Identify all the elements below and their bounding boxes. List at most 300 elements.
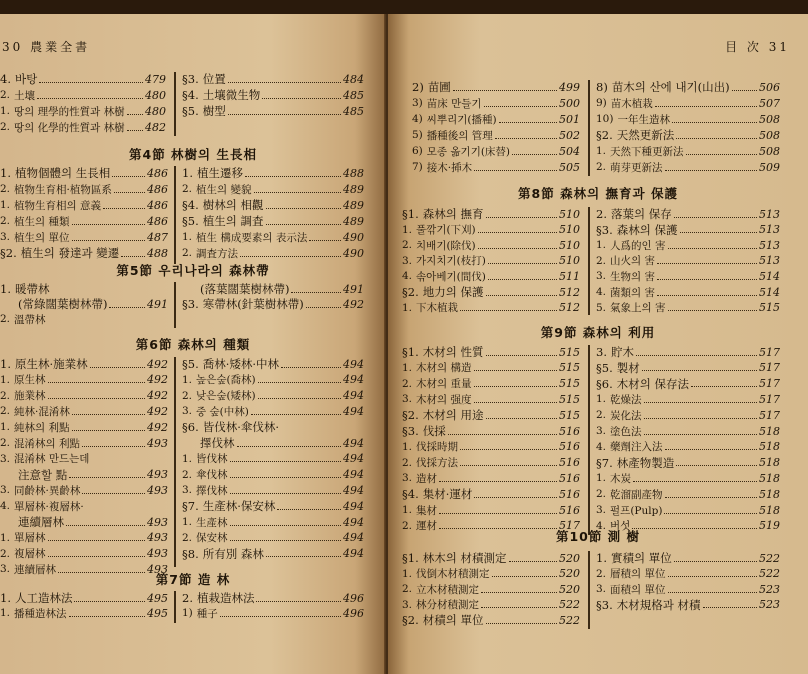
- toc-entry: [182, 214, 364, 228]
- toc-entry-page: 501: [559, 112, 580, 126]
- divider: [174, 282, 176, 328]
- toc-entry-title: 伐採時期: [416, 441, 459, 454]
- toc-entry-title: 木材의 强度: [416, 393, 472, 406]
- toc-entry-title: 山火의 害: [610, 255, 656, 268]
- toc-entry: [596, 598, 780, 612]
- toc-entry: [0, 468, 168, 482]
- toc-entry-page: 518: [759, 471, 780, 485]
- toc-entry-title: 暖帶林: [14, 282, 50, 296]
- dot-leader: [665, 170, 757, 171]
- toc-entry-number: §7.: [596, 455, 613, 470]
- toc-entry: [402, 440, 580, 454]
- toc-entry-number: 2.: [0, 183, 11, 195]
- section-title-10: 第10節 測 樹: [555, 529, 641, 544]
- toc-entry-number: 3.: [182, 405, 193, 418]
- toc-entry: [402, 551, 580, 565]
- toc-entry: [182, 72, 364, 86]
- toc-entry: [402, 503, 580, 517]
- toc-entry-title: 植物個體의 生長相: [14, 166, 111, 180]
- toc-entry-page: 516: [559, 503, 580, 517]
- dot-leader: [486, 623, 558, 624]
- dot-leader: [644, 434, 757, 435]
- dot-leader: [256, 601, 341, 602]
- toc-entry-title: 乾溜副產物: [610, 488, 663, 501]
- toc-entry-number: 1.: [596, 472, 607, 485]
- toc-entry-number: §6.: [182, 420, 199, 435]
- dot-leader: [732, 90, 757, 91]
- toc-entry-number: 3.: [0, 452, 11, 465]
- toc-entry-number: §1.: [402, 551, 419, 565]
- toc-entry-page: 489: [343, 214, 364, 228]
- toc-entry-title: 位置: [202, 72, 226, 86]
- toc-entry-page: 479: [145, 72, 166, 86]
- toc-entry-number: 1.: [0, 531, 11, 544]
- toc-entry-title: 森林의 保護: [616, 222, 678, 237]
- dot-leader: [644, 418, 757, 419]
- toc-entry: [0, 120, 166, 134]
- toc-entry-title: 木材規格과 材積: [616, 597, 701, 612]
- toc-entry: [0, 166, 168, 180]
- toc-entry: [402, 223, 580, 237]
- toc-entry-number: 3.: [402, 472, 413, 485]
- toc-entry-number: 1.: [596, 145, 607, 157]
- toc-entry-page: 485: [343, 104, 364, 118]
- toc-entry-page: 493: [147, 547, 168, 561]
- toc-entry-number: §2.: [402, 408, 419, 423]
- toc-entry-title: 混淆林의 利點: [14, 437, 81, 450]
- toc-entry-page: 515: [559, 345, 580, 359]
- dot-leader: [258, 398, 341, 399]
- toc-entry-title: 樹型: [202, 104, 226, 118]
- dot-leader: [114, 192, 145, 193]
- dot-leader: [251, 414, 341, 415]
- dot-leader: [228, 82, 341, 83]
- toc-entry: [0, 312, 168, 326]
- toc-entry: [596, 160, 780, 174]
- toc-entry-number: 2.: [182, 183, 193, 195]
- toc-entry-number: 1.: [402, 301, 413, 314]
- toc-entry: [596, 487, 780, 501]
- toc-entry-title: 同齡林·異齡林: [14, 484, 81, 497]
- dot-leader: [481, 592, 557, 593]
- toc-entry: [596, 80, 780, 94]
- toc-entry: [596, 223, 780, 237]
- dot-leader: [230, 477, 341, 478]
- toc-entry-number: 3.: [0, 484, 11, 497]
- section-title-4: 第4節 林樹의 生長相: [129, 147, 257, 162]
- toc-entry-title: 苗圃: [427, 80, 451, 94]
- toc-entry: [596, 424, 780, 438]
- toc-entry-number: 9): [596, 97, 607, 109]
- dot-leader: [499, 122, 557, 123]
- dot-leader: [103, 208, 145, 209]
- dot-leader: [69, 616, 145, 617]
- toc-entry: [402, 408, 580, 422]
- toc-entry-title: 땅의 理學的性質과 林樹: [14, 105, 125, 118]
- toc-entry-title: 傘伐林: [196, 469, 228, 482]
- toc-entry-title: 씨뿌리기(播種): [426, 113, 497, 126]
- toc-entry-page: 505: [559, 160, 580, 174]
- toc-entry-number: 3.: [402, 393, 413, 406]
- toc-entry-number: 2.: [596, 567, 607, 580]
- toc-entry-title: 땅의 化學的性質과 林樹: [14, 121, 125, 134]
- dot-leader: [674, 561, 757, 562]
- dot-leader: [474, 402, 557, 403]
- toc-entry-title: 調査方法: [196, 247, 239, 260]
- toc-entry-title: 낮은숲(矮林): [196, 390, 256, 403]
- toc-entry-number: 2.: [182, 247, 193, 259]
- toc-entry-title: 炭化法: [610, 409, 642, 422]
- toc-entry: [0, 182, 168, 196]
- toc-entry: [182, 531, 364, 545]
- toc-entry-page: 522: [559, 598, 580, 612]
- toc-entry-number: 2.: [596, 254, 607, 267]
- dot-leader: [492, 576, 557, 577]
- toc-entry-title: 原生林·施業林: [14, 357, 88, 371]
- toc-entry-page: 512: [559, 301, 580, 315]
- toc-entry-number: 4.: [402, 270, 413, 283]
- toc-entry-title: 接木·揷木: [426, 161, 473, 174]
- toc-entry-page: 520: [559, 582, 580, 596]
- divider: [588, 345, 590, 535]
- toc-entry-page: 508: [759, 144, 780, 158]
- dot-leader: [657, 295, 757, 296]
- toc-entry-title: 純林·混淆林: [14, 405, 70, 418]
- toc-entry-title: 植生의 種類: [14, 215, 70, 228]
- toc-entry: [182, 198, 364, 212]
- toc-entry-page: 493: [147, 531, 168, 545]
- toc-entry-title: 生物의 害: [610, 270, 656, 283]
- dot-leader: [230, 540, 341, 541]
- dot-leader: [306, 307, 341, 308]
- toc-entry-number: 3.: [596, 425, 607, 437]
- toc-entry-title: 喬林·矮林·中林: [202, 357, 280, 371]
- toc-entry-page: 514: [759, 285, 780, 299]
- toc-entry-page: 517: [559, 519, 580, 533]
- toc-entry-title: 植生 構成要素의 表示法: [196, 231, 308, 244]
- toc-entry: [402, 254, 580, 268]
- toc-entry-title: 天然下種更新法: [610, 145, 684, 158]
- toc-entry-number: §3.: [182, 72, 199, 86]
- toc-entry-number: 4): [412, 113, 423, 125]
- toc-entry-title: 層積의 單位: [610, 568, 666, 581]
- toc-entry-number: §5.: [596, 360, 613, 375]
- toc-entry: [596, 345, 780, 359]
- toc-entry-page: 494: [343, 436, 364, 450]
- toc-entry-number: §4.: [182, 198, 199, 212]
- toc-entry-title: 藥劑注入法: [610, 441, 663, 454]
- toc-entry: [182, 404, 364, 418]
- toc-entry-page: 495: [147, 606, 168, 620]
- toc-entry-number: 3.: [596, 583, 607, 596]
- toc-entry-title: 落葉의 保存: [610, 207, 672, 221]
- toc-entry-number: 3.: [596, 504, 607, 516]
- toc-entry: [0, 104, 166, 118]
- toc-entry-page: 491: [343, 282, 364, 296]
- toc-entry-title: 伐採方法: [416, 457, 459, 470]
- toc-entry-page: 522: [759, 551, 780, 565]
- toc-entry-number: 1.: [182, 516, 193, 528]
- dot-leader: [672, 122, 757, 123]
- toc-entry-page: 486: [147, 166, 168, 180]
- toc-entry-title: 原生林: [14, 374, 46, 387]
- toc-entry-title: 木材의 保存法: [616, 376, 689, 391]
- dot-leader: [74, 601, 145, 602]
- toc-entry-number: 1.: [596, 239, 607, 252]
- toc-entry-page: 517: [759, 345, 780, 359]
- toc-entry-number: §3.: [182, 297, 199, 311]
- toc-entry-title: 皆伐林·傘伐林·: [202, 420, 280, 435]
- toc-entry-title: 一年生造林: [617, 113, 670, 126]
- toc-entry-page: 494: [343, 483, 364, 497]
- toc-entry: [402, 598, 580, 612]
- dot-leader: [509, 561, 558, 562]
- toc-entry-number: 2.: [182, 468, 193, 481]
- toc-entry: [596, 440, 780, 454]
- toc-entry-page: 512: [559, 285, 580, 299]
- toc-entry: [402, 285, 580, 299]
- toc-entry: [0, 531, 168, 545]
- toc-entry-title: 單層林: [14, 532, 46, 545]
- toc-entry-number: 3.: [596, 270, 607, 283]
- toc-entry: [182, 182, 364, 196]
- dot-leader: [37, 98, 143, 99]
- toc-entry-number: 2.: [0, 547, 11, 560]
- toc-entry-page: 494: [343, 357, 364, 371]
- toc-entry-page: 488: [343, 166, 364, 180]
- section-title-6: 第6節 森林의 種類: [135, 337, 251, 352]
- toc-entry-title: 注意할 點: [18, 467, 68, 482]
- toc-entry: [0, 88, 166, 102]
- toc-entry-page: 513: [759, 223, 780, 237]
- toc-entry: [402, 301, 580, 315]
- toc-entry-page: 486: [147, 198, 168, 212]
- dot-leader: [486, 355, 558, 356]
- dot-leader: [657, 279, 757, 280]
- toc-entry-number: 1.: [402, 223, 413, 236]
- toc-entry-page: 517: [759, 361, 780, 375]
- toc-entry-page: 492: [147, 389, 168, 403]
- dot-leader: [657, 263, 757, 264]
- toc-entry: [402, 345, 580, 359]
- toc-entry-page: 513: [759, 207, 780, 221]
- toc-entry-number: §3.: [402, 424, 419, 438]
- toc-entry: [402, 238, 580, 252]
- toc-entry: [0, 499, 168, 513]
- toc-entry-number: §5.: [182, 214, 199, 228]
- toc-entry: [0, 483, 168, 497]
- toc-entry-title: 바탕: [14, 72, 38, 86]
- toc-entry-page: 494: [343, 515, 364, 529]
- dot-leader: [127, 114, 143, 115]
- toc-entry: [182, 373, 364, 387]
- toc-entry: [596, 503, 780, 517]
- toc-entry-page: 507: [759, 96, 780, 110]
- toc-entry-number: §8.: [182, 546, 199, 561]
- toc-entry-title: 播種後의 管理: [426, 129, 493, 142]
- toc-entry-title: 氣象上의 害: [610, 302, 666, 315]
- dot-leader: [686, 154, 757, 155]
- dot-leader: [481, 607, 557, 608]
- toc-entry-title: 集材·運材: [422, 487, 473, 502]
- toc-entry-page: 519: [759, 519, 780, 533]
- divider: [174, 72, 176, 136]
- divider: [588, 207, 590, 315]
- toc-entry: [596, 128, 780, 142]
- dot-leader: [668, 576, 757, 577]
- toc-entry: [182, 88, 364, 102]
- toc-entry-title: 混淆林 만드는데: [14, 453, 90, 466]
- toc-entry: [596, 254, 780, 268]
- toc-entry: [0, 515, 168, 529]
- dot-leader: [668, 248, 757, 249]
- toc-entry-number: 2.: [402, 519, 413, 532]
- toc-entry-page: 494: [343, 373, 364, 387]
- toc-entry-title: 連續層林: [14, 563, 57, 576]
- dot-leader: [488, 263, 557, 264]
- toc-entry-page: 522: [559, 613, 580, 627]
- toc-entry-page: 518: [759, 456, 780, 470]
- toc-entry-page: 494: [343, 499, 364, 513]
- toc-entry-number: 2.: [0, 405, 11, 418]
- toc-entry: [182, 468, 364, 482]
- dot-leader: [82, 493, 145, 494]
- toc-entry-page: 506: [759, 80, 780, 94]
- toc-entry-number: 2.: [596, 409, 607, 422]
- toc-entry-number: 6): [412, 145, 423, 157]
- toc-entry-page: 492: [147, 420, 168, 434]
- toc-entry-title: 純林의 利點: [14, 421, 70, 434]
- toc-entry-number: 1.: [402, 440, 413, 453]
- toc-entry-number: 2.: [402, 377, 413, 390]
- toc-entry: [0, 214, 168, 228]
- dot-leader: [703, 607, 758, 608]
- toc-entry-page: 509: [759, 160, 780, 174]
- toc-entry-title: 種子: [196, 607, 218, 620]
- dot-leader: [486, 418, 558, 419]
- dot-leader: [230, 461, 341, 462]
- toc-entry-title: 植生遷移: [196, 166, 243, 180]
- toc-entry-page: 488: [147, 246, 168, 260]
- toc-entry: [182, 230, 364, 244]
- toc-entry-page: 494: [343, 468, 364, 482]
- toc-entry: [402, 487, 580, 501]
- dot-leader: [72, 224, 145, 225]
- toc-entry-title: 塗色法: [610, 425, 642, 438]
- toc-entry-page: 495: [147, 591, 168, 605]
- toc-entry-title: 人工造林法: [14, 591, 73, 605]
- toc-entry: [182, 606, 364, 620]
- toc-entry-number: 5.: [596, 301, 607, 314]
- toc-entry-page: 493: [147, 468, 168, 482]
- toc-entry-number: 2.: [0, 389, 11, 402]
- toc-entry: [402, 392, 580, 406]
- toc-entry-title: 중 숲(中林): [196, 405, 249, 418]
- toc-entry-title: 솎아베기(間伐): [416, 270, 486, 283]
- toc-entry: [0, 373, 168, 387]
- toc-entry-page: 516: [559, 440, 580, 454]
- toc-entry-page: 496: [343, 591, 364, 605]
- toc-entry-number: 2.: [182, 591, 193, 605]
- toc-entry-page: 493: [147, 436, 168, 450]
- toc-entry-number: 3.: [402, 254, 413, 267]
- dot-leader: [474, 386, 557, 387]
- toc-entry-number: 3): [412, 97, 423, 109]
- dot-leader: [228, 114, 341, 115]
- toc-entry-page: 515: [559, 408, 580, 422]
- dot-leader: [488, 279, 557, 280]
- dot-leader: [121, 256, 145, 257]
- toc-entry-title: 苗床 만들기: [426, 97, 482, 110]
- toc-entry-number: 1.: [0, 607, 11, 619]
- toc-entry-number: 4.: [0, 72, 11, 86]
- toc-entry-number: 3.: [0, 231, 11, 243]
- toc-entry-title: 伐採: [422, 424, 446, 438]
- dot-leader: [668, 310, 757, 311]
- toc-entry-number: 2.: [182, 389, 193, 402]
- divider: [174, 591, 176, 623]
- toc-entry-title: 生產林·保安林: [202, 499, 276, 514]
- toc-entry-title: 植生의 發達과 變遷: [20, 246, 120, 260]
- toc-entry-number: 1.: [0, 166, 11, 180]
- toc-entry-page: 520: [559, 567, 580, 581]
- toc-entry-number: 1.: [0, 421, 11, 434]
- toc-entry-title: 萌芽更新法: [610, 161, 663, 174]
- dot-leader: [448, 434, 557, 435]
- toc-entry: [412, 112, 580, 126]
- toc-entry-number: 1.: [0, 357, 11, 371]
- dot-leader: [72, 430, 145, 431]
- toc-entry: [402, 269, 580, 283]
- toc-entry-page: 516: [559, 487, 580, 501]
- toc-entry: [596, 96, 780, 110]
- toc-entry-title: 連續層林: [18, 515, 64, 529]
- dot-leader: [309, 240, 341, 241]
- toc-entry-title: 菌類의 害: [610, 286, 656, 299]
- toc-entry-page: 504: [559, 144, 580, 158]
- toc-entry-page: 510: [559, 223, 580, 237]
- dot-leader: [474, 370, 557, 371]
- toc-entry-number: §1.: [402, 207, 419, 221]
- toc-entry: [596, 456, 780, 470]
- toc-entry: [596, 238, 780, 252]
- toc-entry: [0, 282, 168, 296]
- toc-entry-page: 518: [759, 424, 780, 438]
- toc-entry-title: 面積의 單位: [610, 583, 666, 596]
- section-title-5: 第5節 우리나라의 森林帶: [116, 263, 270, 278]
- toc-entry: [596, 551, 780, 565]
- toc-entry: [596, 301, 780, 315]
- toc-entry: [412, 96, 580, 110]
- toc-entry-number: §5.: [182, 104, 199, 118]
- toc-entry: [0, 72, 166, 86]
- toc-entry-page: 510: [559, 254, 580, 268]
- toc-entry-page: 486: [147, 214, 168, 228]
- toc-entry-page: 513: [759, 254, 780, 268]
- toc-entry: [402, 377, 580, 391]
- toc-entry: [182, 591, 364, 605]
- toc-entry-title: 苗木植栽: [610, 97, 653, 110]
- toc-entry: [0, 389, 168, 403]
- toc-entry: [412, 144, 580, 158]
- toc-entry-title: 集材: [416, 504, 438, 517]
- toc-entry-page: 518: [759, 487, 780, 501]
- toc-entry-page: 522: [759, 567, 780, 581]
- toc-entry: [596, 361, 780, 375]
- toc-entry-number: 1.: [596, 393, 607, 406]
- toc-entry-page: 508: [759, 128, 780, 142]
- toc-entry-number: 1.: [0, 199, 11, 211]
